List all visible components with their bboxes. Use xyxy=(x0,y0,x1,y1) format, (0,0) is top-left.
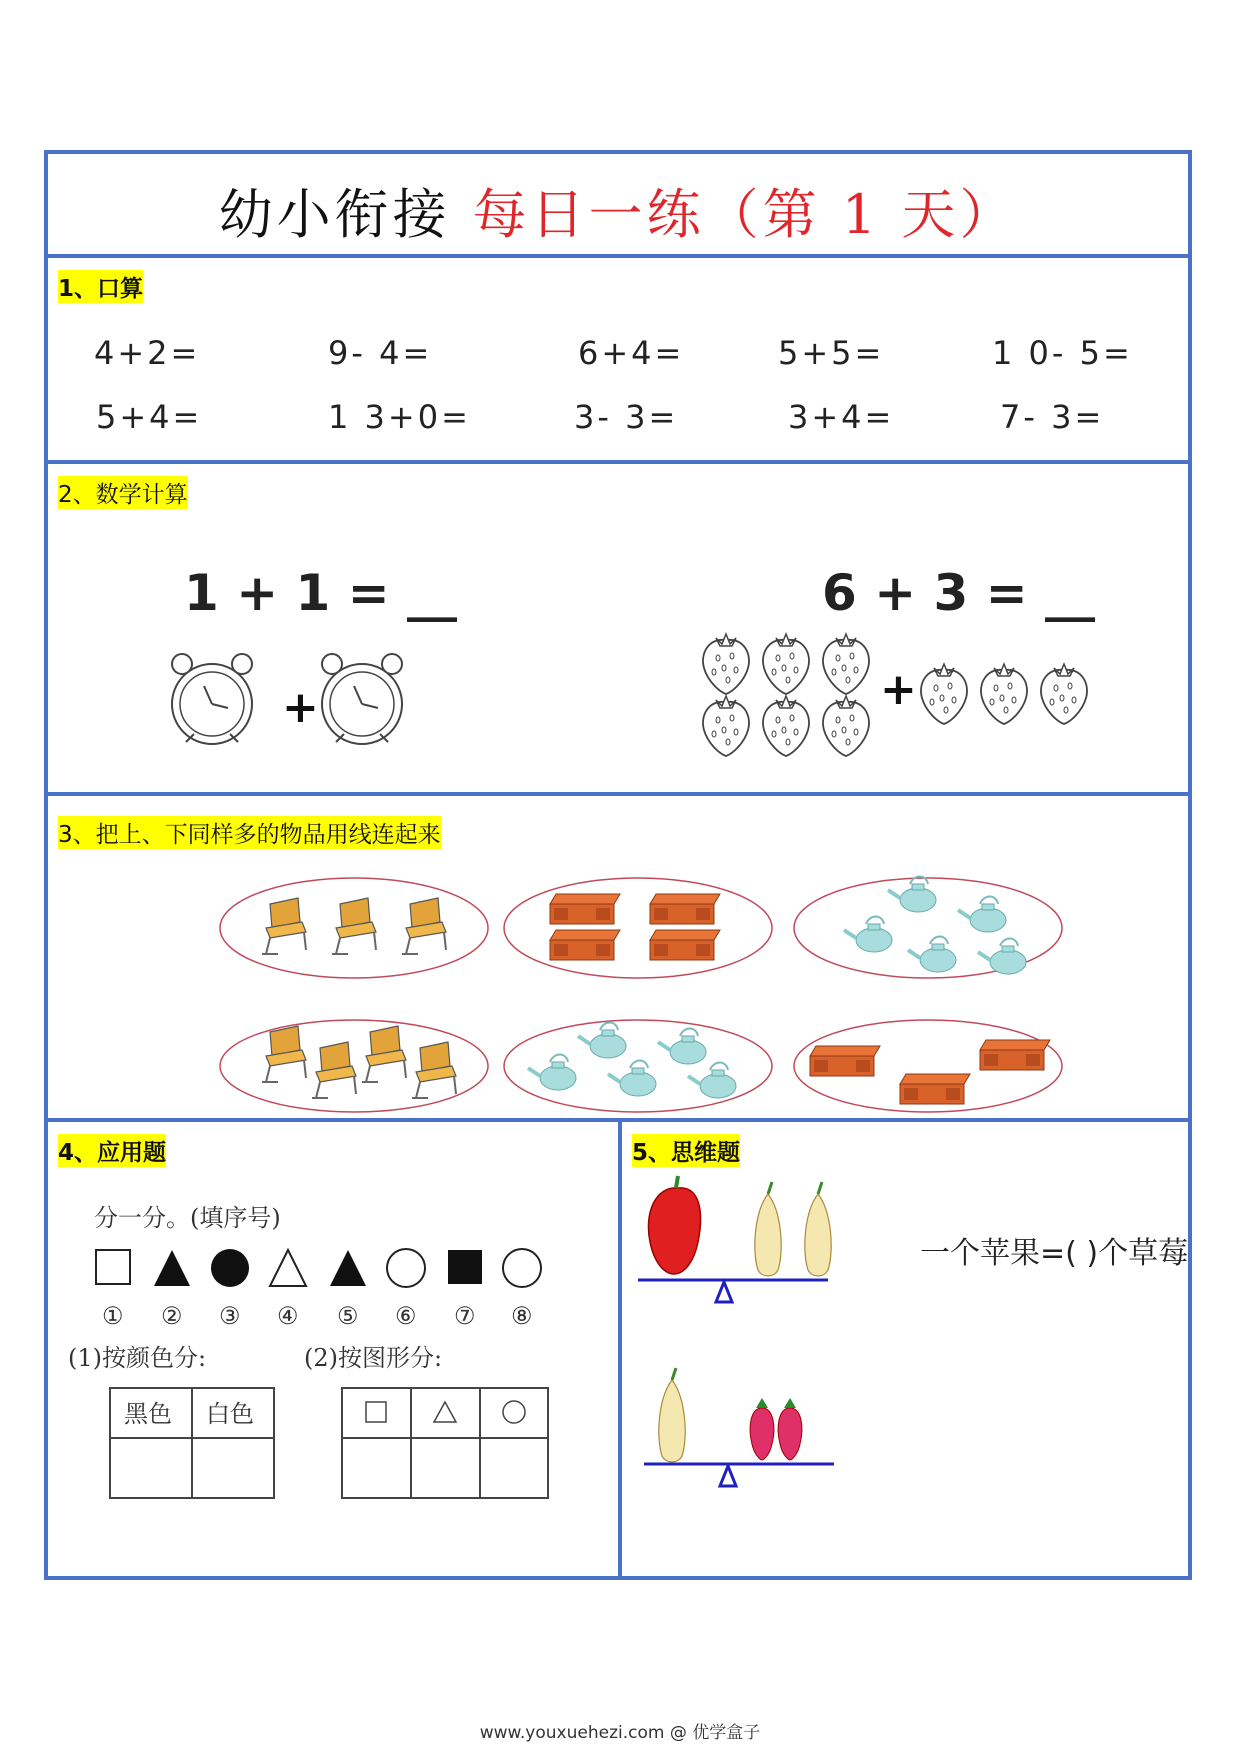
balance-2 xyxy=(644,1368,834,1486)
triangle-filled-icon xyxy=(330,1250,366,1286)
shape-number: ① xyxy=(102,1302,124,1330)
triangle-filled-icon xyxy=(154,1250,190,1286)
white-header: 白色 xyxy=(206,1400,254,1428)
kettle-icon xyxy=(844,917,892,953)
kettle-icon xyxy=(978,939,1026,975)
clock-group xyxy=(164,648,424,758)
equation: 3+4= xyxy=(788,398,895,436)
strawberry-group xyxy=(648,632,1128,782)
section2-title: 数学计算 xyxy=(95,482,188,508)
circle-outline-icon xyxy=(503,1249,541,1287)
desk-icon xyxy=(650,930,720,960)
shape-number: ⑧ xyxy=(511,1302,533,1330)
apple-icon xyxy=(648,1188,700,1274)
section4-title: 应用题 xyxy=(97,1140,167,1166)
chair-icon xyxy=(312,1042,356,1098)
kettle-icon xyxy=(528,1055,576,1091)
oval-desks-4 xyxy=(504,878,772,978)
shape-table xyxy=(342,1388,548,1498)
shape-number: ② xyxy=(161,1302,183,1330)
big-equation-2: 6 + 3 = __ xyxy=(822,564,1095,622)
pear-icon xyxy=(805,1194,831,1276)
clock-icon xyxy=(322,654,402,744)
square-icon xyxy=(366,1402,386,1422)
shape-number: ⑥ xyxy=(395,1302,417,1330)
kettle-icon xyxy=(888,877,936,913)
section3-number: 3、 xyxy=(58,822,96,848)
shape-number: ⑤ xyxy=(337,1302,359,1330)
strawberry-icon xyxy=(778,1408,802,1460)
clock-icon xyxy=(172,654,252,744)
chair-icon xyxy=(402,898,446,954)
square-outline-icon xyxy=(96,1250,130,1284)
page-title xyxy=(48,172,1188,249)
section5-title: 思维题 xyxy=(671,1140,741,1166)
section2-label xyxy=(58,476,188,509)
desk-icon xyxy=(650,894,720,924)
square-filled-icon xyxy=(448,1250,482,1284)
chair-icon xyxy=(262,898,306,954)
strawberry-icon xyxy=(981,664,1027,724)
section1-label xyxy=(58,270,143,303)
circle-outline-icon xyxy=(387,1249,425,1287)
plus-sign: + xyxy=(282,682,319,733)
strawberry-icon xyxy=(1041,664,1087,724)
kettle-icon xyxy=(578,1023,626,1059)
section1-title: 口算 xyxy=(97,276,144,302)
shape-number: ③ xyxy=(219,1302,241,1330)
strawberry-icon xyxy=(703,696,749,756)
sort-by-shape-label: (2)按图形分: xyxy=(304,1344,443,1372)
equation: 7- 3= xyxy=(1000,398,1105,436)
circle-filled-icon xyxy=(211,1249,249,1287)
strawberry-icon xyxy=(921,664,967,724)
equation: 9- 4= xyxy=(328,334,433,372)
section5-label xyxy=(632,1134,740,1167)
section-bottom xyxy=(48,1122,1188,1576)
worksheet xyxy=(44,150,1192,1580)
desk-icon xyxy=(550,930,620,960)
strawberry-icon xyxy=(703,634,749,694)
section1-number: 1、 xyxy=(58,276,98,302)
chair-icon xyxy=(362,1026,406,1082)
section4-number: 4、 xyxy=(58,1140,98,1166)
strawberry-icon xyxy=(750,1408,774,1460)
section2-number: 2、 xyxy=(58,482,96,508)
equation: 1 0- 5= xyxy=(992,334,1133,372)
color-table xyxy=(110,1388,274,1498)
plus-sign: + xyxy=(880,664,917,715)
kettle-icon xyxy=(608,1061,656,1097)
matching-ovals xyxy=(48,796,1188,1116)
black-header: 黑色 xyxy=(124,1400,172,1428)
oval-pots-5b xyxy=(504,1020,772,1112)
title-daily: 每日一练（第 1 天） xyxy=(472,183,1018,246)
section3-title: 把上、下同样多的物品用线连起来 xyxy=(95,822,441,848)
circle-icon xyxy=(503,1401,525,1423)
section-oral-calc xyxy=(48,258,1188,464)
kettle-icon xyxy=(688,1063,736,1099)
desk-icon xyxy=(810,1046,880,1076)
triangle-icon xyxy=(434,1402,456,1422)
footer: www.youxuehezi.com @ 优学盒子 xyxy=(479,1723,761,1743)
shape-number: ⑦ xyxy=(454,1302,476,1330)
title-row xyxy=(48,154,1188,258)
kettle-icon xyxy=(658,1029,706,1065)
balance-1 xyxy=(638,1176,831,1302)
title-main: 幼小衔接 xyxy=(218,183,451,246)
section4-label xyxy=(58,1134,166,1167)
section-matching xyxy=(48,796,1188,1122)
equation: 5+5= xyxy=(778,334,885,372)
chair-icon xyxy=(412,1042,456,1098)
shape-number: ④ xyxy=(277,1302,299,1330)
desk-icon xyxy=(980,1040,1050,1070)
column-divider xyxy=(618,1122,622,1576)
strawberry-icon xyxy=(823,696,869,756)
equation: 1 3+0= xyxy=(328,398,471,436)
kettle-icon xyxy=(908,937,956,973)
equation: 4+2= xyxy=(94,334,201,372)
thinking-question: 一个苹果=( )个草莓 xyxy=(920,1236,1189,1271)
triangle-outline-icon xyxy=(270,1250,306,1286)
equation: 6+4= xyxy=(578,334,685,372)
strawberry-icon xyxy=(763,634,809,694)
sort-exercise xyxy=(58,1192,598,1522)
equation: 5+4= xyxy=(96,398,203,436)
section5-number: 5、 xyxy=(632,1140,672,1166)
balance-puzzle xyxy=(638,1182,898,1562)
desk-icon xyxy=(550,894,620,924)
desk-icon xyxy=(900,1074,970,1104)
big-equation-1: 1 + 1 = __ xyxy=(184,564,457,622)
pear-icon xyxy=(659,1380,685,1462)
strawberry-icon xyxy=(763,696,809,756)
kettle-icon xyxy=(958,897,1006,933)
chair-icon xyxy=(262,1026,306,1082)
pear-icon xyxy=(755,1194,781,1276)
equation: 3- 3= xyxy=(574,398,679,436)
chair-icon xyxy=(332,898,376,954)
strawberry-icon xyxy=(823,634,869,694)
sort-by-color-label: (1)按颜色分: xyxy=(68,1344,207,1372)
sort-prompt: 分一分。(填序号) xyxy=(94,1204,281,1232)
section-math-calc xyxy=(48,464,1188,796)
